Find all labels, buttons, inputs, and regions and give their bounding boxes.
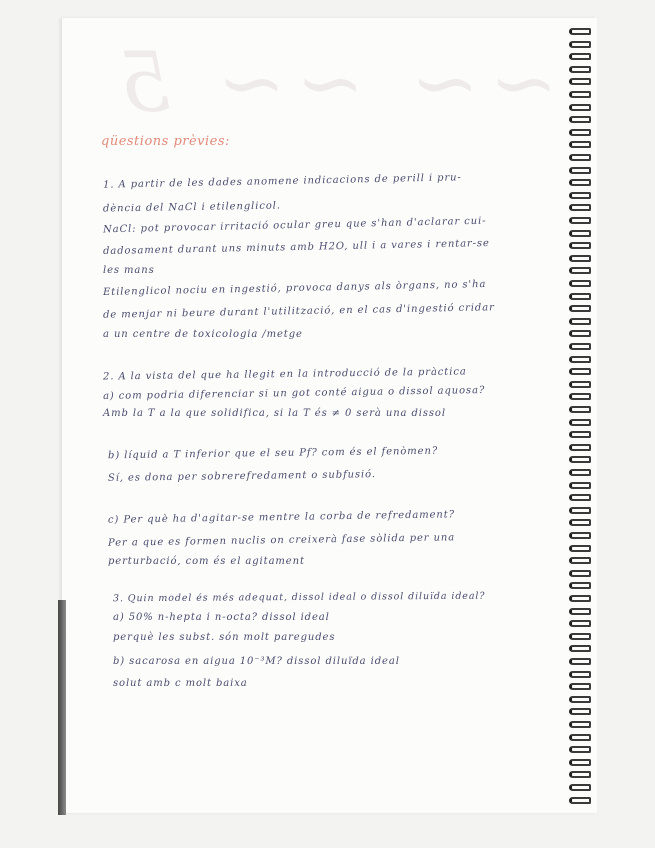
spiral-ring <box>569 230 591 237</box>
spiral-ring <box>569 41 591 48</box>
spiral-ring <box>569 179 591 186</box>
text-line: Sí, es dona per sobrerefredament o subfusió. <box>107 469 377 484</box>
text-line: NaCl: pot provocar irritació ocular greu que s'han d'aclarar cui- <box>102 215 487 236</box>
spiral-ring <box>569 406 591 413</box>
spiral-ring <box>569 91 591 98</box>
spiral-ring <box>569 746 591 753</box>
spiral-ring <box>569 419 591 426</box>
spiral-ring <box>569 759 591 766</box>
text-line: 1. A partir de les dades anomene indicacions de perill i pru- <box>102 172 462 191</box>
spiral-ring <box>569 255 591 262</box>
spiral-ring <box>569 368 591 375</box>
spiral-ring <box>569 658 591 665</box>
spiral-ring <box>569 330 591 337</box>
spiral-ring <box>569 645 591 652</box>
spiral-ring <box>569 204 591 211</box>
spiral-ring <box>569 532 591 539</box>
spiral-ring <box>569 557 591 564</box>
spiral-ring <box>569 469 591 476</box>
text-line: 2. A la vista del que ha llegit en la introducció de la pràctica <box>102 366 467 383</box>
spiral-ring <box>569 633 591 640</box>
spiral-ring <box>569 78 591 85</box>
spiral-ring <box>569 217 591 224</box>
spiral-ring <box>569 519 591 526</box>
spiral-ring <box>569 280 591 287</box>
text-line: a) 50% n-hepta i n-octa? dissol ideal <box>113 612 330 623</box>
text-line: a un centre de toxicologia /metge <box>103 329 303 340</box>
bleed-through-title: ~~ ~~ 5 <box>108 36 558 131</box>
spiral-ring <box>569 343 591 350</box>
spiral-ring <box>569 683 591 690</box>
spiral-ring <box>569 797 591 804</box>
spiral-ring <box>569 141 591 148</box>
spiral-ring <box>569 696 591 703</box>
spiral-ring <box>569 104 591 111</box>
spiral-ring <box>569 154 591 161</box>
spiral-ring <box>569 771 591 778</box>
spiral-ring <box>569 570 591 577</box>
text-line: a) com podria diferenciar si un got conté aigua o dissol aquosa? <box>102 384 486 403</box>
spiral-ring <box>569 784 591 791</box>
text-line: solut amb c molt baixa <box>113 678 248 689</box>
spiral-ring <box>569 456 591 463</box>
spiral-ring <box>569 671 591 678</box>
spiral-ring <box>569 545 591 552</box>
spiral-ring <box>569 620 591 627</box>
spiral-ring <box>569 318 591 325</box>
text-line: les mans <box>103 265 155 276</box>
spiral-ring <box>569 608 591 615</box>
spiral-ring <box>569 444 591 451</box>
spiral-ring <box>569 293 591 300</box>
text-line: Etilenglicol nociu en ingestió, provoca danys als òrgans, no s'ha <box>102 278 487 299</box>
spiral-binding <box>567 28 601 818</box>
spiral-ring <box>569 267 591 274</box>
spiral-ring <box>569 66 591 73</box>
spiral-ring <box>569 242 591 249</box>
text-line: perturbació, com és el agitament <box>108 556 305 567</box>
text-line: c) Per què ha d'agitar-se mentre la corba de refredament? <box>107 509 456 526</box>
spiral-ring <box>569 129 591 136</box>
spiral-ring <box>569 582 591 589</box>
text-line: dadosament durant uns minuts amb H2O, ull i a vares i rentar-se <box>102 237 490 258</box>
spiral-ring <box>569 482 591 489</box>
spiral-ring <box>569 356 591 363</box>
text-line: Per a que es formen nuclis on creixerà fase sòlida per una <box>107 532 456 549</box>
text-line: dència del NaCl i etilenglicol. <box>102 200 281 215</box>
text-line: 3. Quin model és més adequat, dissol ideal o dissol diluïda ideal? <box>112 590 486 605</box>
spiral-ring <box>569 192 591 199</box>
spiral-ring <box>569 53 591 60</box>
spiral-ring <box>569 595 591 602</box>
spiral-ring <box>569 721 591 728</box>
spiral-ring <box>569 28 591 35</box>
page-edge-shadow <box>58 600 66 815</box>
spiral-ring <box>569 431 591 438</box>
text-line: perquè les subst. són molt paregudes <box>113 632 336 643</box>
text-line: b) líquid a T inferior que el seu Pf? com és el fenòmen? <box>107 445 439 462</box>
spiral-ring <box>569 507 591 514</box>
text-line: Amb la T a la que solidifica, si la T és ≠ 0 serà una dissol <box>103 408 446 419</box>
spiral-ring <box>569 305 591 312</box>
spiral-ring <box>569 116 591 123</box>
spiral-ring <box>569 167 591 174</box>
text-line: de menjar ni beure durant l'utilització, en el cas d'ingestió cridar <box>102 302 495 321</box>
spiral-ring <box>569 708 591 715</box>
section-heading: qüestions prèvies: <box>101 134 230 149</box>
spiral-ring <box>569 393 591 400</box>
spiral-ring <box>569 381 591 388</box>
text-line: b) sacarosa en aigua 10⁻³M? dissol diluïda ideal <box>113 656 400 667</box>
spiral-ring <box>569 734 591 741</box>
spiral-ring <box>569 494 591 501</box>
